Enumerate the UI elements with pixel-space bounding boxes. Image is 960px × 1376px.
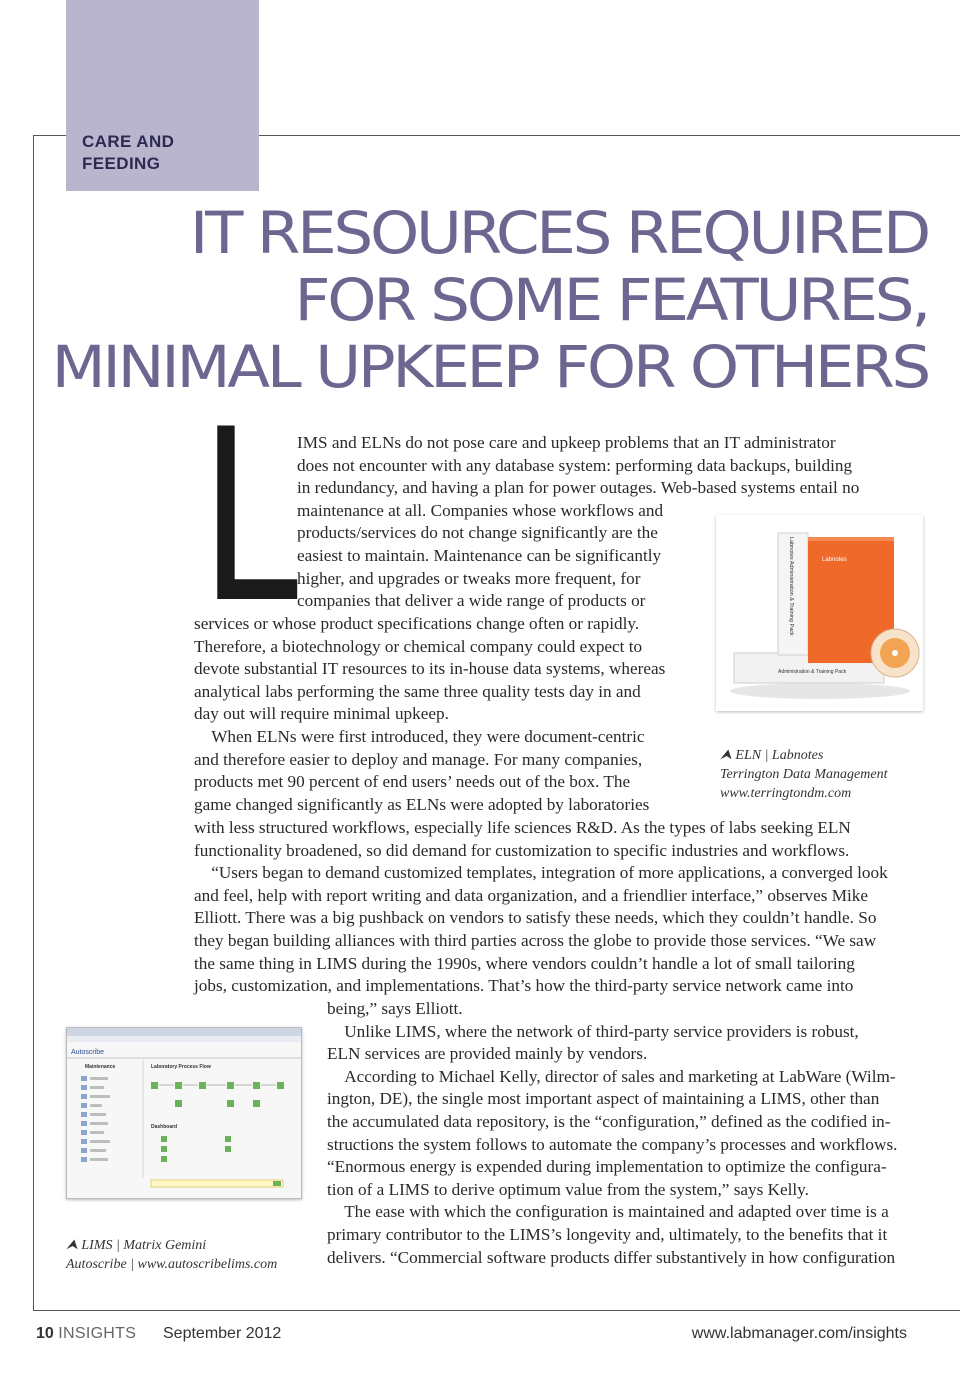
- body-line: delivers. “Commercial software products differ substantively in how configuration: [327, 1247, 896, 1267]
- body-line: maintenance at all. Companies whose workflows and: [297, 500, 664, 520]
- lims-dashboard-title: Dashboard: [151, 1124, 178, 1130]
- body-line: does not encounter with any database system: performing data backups, building: [297, 455, 853, 475]
- body-text-wide: [194, 817, 888, 998]
- body-line: the same thing in LIMS during the 1990s, where vendors couldn’t handle a lot of small tailoring: [194, 953, 855, 973]
- headline-line-3: MINIMAL UPKEEP FOR OTHERS: [51, 333, 929, 401]
- body-line: The ease with which the configuration is maintained and adapted over time is a: [327, 1202, 889, 1222]
- body-line: ELN services are provided mainly by vendors.: [327, 1044, 648, 1064]
- body-line: the accumulated data repository, is the “configuration,” defined as the codified in-: [327, 1111, 891, 1131]
- eln-box-label: Administration & Training Pack: [778, 669, 847, 675]
- body-line: functionality broadened, so did demand for customization to specific industries and workflows.: [194, 840, 850, 860]
- body-line: products met 90 percent of end users’ needs out of the box. The: [194, 772, 631, 792]
- body-line: day out will require minimal upkeep.: [194, 704, 449, 724]
- body-line: easiest to maintain. Maintenance can be significantly: [297, 545, 662, 565]
- lims-caption-line: Autoscribe | www.autoscribelims.com: [66, 1257, 278, 1272]
- body-text-narrow: [194, 613, 665, 816]
- body-line: being,” says Elliott.: [327, 999, 463, 1018]
- body-line: higher, and upgrades or tweaks more frequent, for: [297, 568, 641, 588]
- body-line: Unlike LIMS, where the network of third-party service providers is robust,: [327, 1021, 859, 1041]
- body-line: they began building alliances with third parties across the globe to provide those services. “We saw: [194, 930, 877, 950]
- lims-screenshot-illustration: [67, 1028, 301, 1198]
- lims-app-name: Autoscribe: [71, 1049, 105, 1056]
- body-line: services or whose product specifications change often or rapidly.: [194, 614, 640, 633]
- eln-caption-line: www.terringtondm.com: [720, 786, 852, 801]
- body-line: According to Michael Kelly, director of sales and marketing at LabWare (Wilm-: [327, 1066, 896, 1086]
- eln-caption-line: ⮝ ELN | Labnotes: [720, 748, 824, 763]
- body-line: primary contributor to the LIMS’s longevity and, ultimately, to the benefits that it: [327, 1224, 888, 1244]
- body-line: in redundancy, and having a plan for power outages. Web-based systems entail no: [297, 478, 860, 498]
- body-text-right: [327, 998, 897, 1269]
- eln-product-illustration: [716, 515, 923, 711]
- eln-caption: [720, 746, 887, 803]
- body-line: ington, DE), the single most important aspect of maintaining a LIMS, other than: [327, 1089, 880, 1109]
- body-line: analytical labs performing the same three quality tests day in and: [194, 681, 641, 701]
- magazine-name: INSIGHTS: [58, 1325, 137, 1342]
- page-number: 10: [36, 1325, 54, 1342]
- eln-book-brand: Labnotes: [822, 557, 847, 563]
- body-line: “Enormous energy is expended during implementation to optimize the configura-: [327, 1157, 887, 1177]
- eln-product-image: [716, 515, 923, 711]
- body-line: IMS and ELNs do not pose care and upkeep problems that an IT administrator: [297, 433, 836, 452]
- body-line: with less structured workflows, especially life sciences R&D. As the types of labs seeking ELN: [194, 818, 851, 837]
- section-tab-line-2: FEEDING: [82, 154, 161, 173]
- lims-sidebar-title: Maintenance: [85, 1064, 116, 1070]
- headline-line-1: IT RESOURCES REQUIRED: [189, 199, 929, 267]
- eln-caption-line: Terrington Data Management: [720, 767, 888, 782]
- body-line: structions the system follows to automate the company’s processes and workflows.: [327, 1134, 898, 1154]
- footer-left: [36, 1325, 136, 1343]
- website-url: www.labmanager.com/insights: [691, 1325, 907, 1342]
- section-tab-line-1: CARE AND: [82, 132, 175, 151]
- body-line: and feel, help with report writing and data organization, and a friendlier interface,” observes Mike: [194, 885, 869, 905]
- lims-caption-line: ⮝ LIMS | Matrix Gemini: [66, 1238, 207, 1253]
- body-line: tion of a LIMS to derive optimum value from the system,” says Kelly.: [327, 1179, 809, 1199]
- section-tab: [66, 0, 259, 191]
- body-line: game changed significantly as ELNs were adopted by laboratories: [194, 794, 650, 814]
- body-line: Elliott. There was a big pushback on vendors to satisfy these needs, which they couldn’t handle. So: [194, 908, 877, 928]
- lims-caption: [66, 1236, 277, 1274]
- body-line: devote substantial IT resources to its in-house data systems, whereas: [194, 659, 666, 679]
- issue-date: September 2012: [163, 1325, 282, 1342]
- body-line: “Users began to demand customized templates, integration of more applications, a converged look: [194, 863, 888, 883]
- headline: [0, 200, 928, 401]
- drop-cap: L: [200, 379, 299, 656]
- body-line: companies that deliver a wide range of products or: [297, 591, 646, 611]
- body-line: and therefore easier to deploy and manage. For many companies,: [194, 749, 643, 769]
- headline-line-2: FOR SOME FEATURES,: [294, 266, 928, 334]
- body-line: products/services do not change significantly are the: [297, 523, 658, 543]
- body-line: jobs, customization, and implementations. That’s how the third-party service network came into: [194, 976, 854, 996]
- lims-flow-title: Laboratory Process Flow: [151, 1064, 211, 1070]
- body-line: Therefore, a biotechnology or chemical company could expect to: [194, 636, 643, 656]
- eln-spine-label: Labnotes Administration & Training Pack: [788, 537, 794, 636]
- body-line: When ELNs were first introduced, they were document-centric: [194, 726, 645, 746]
- lims-screenshot-image: [66, 1027, 302, 1199]
- frame-bottom-rule: [33, 1310, 960, 1311]
